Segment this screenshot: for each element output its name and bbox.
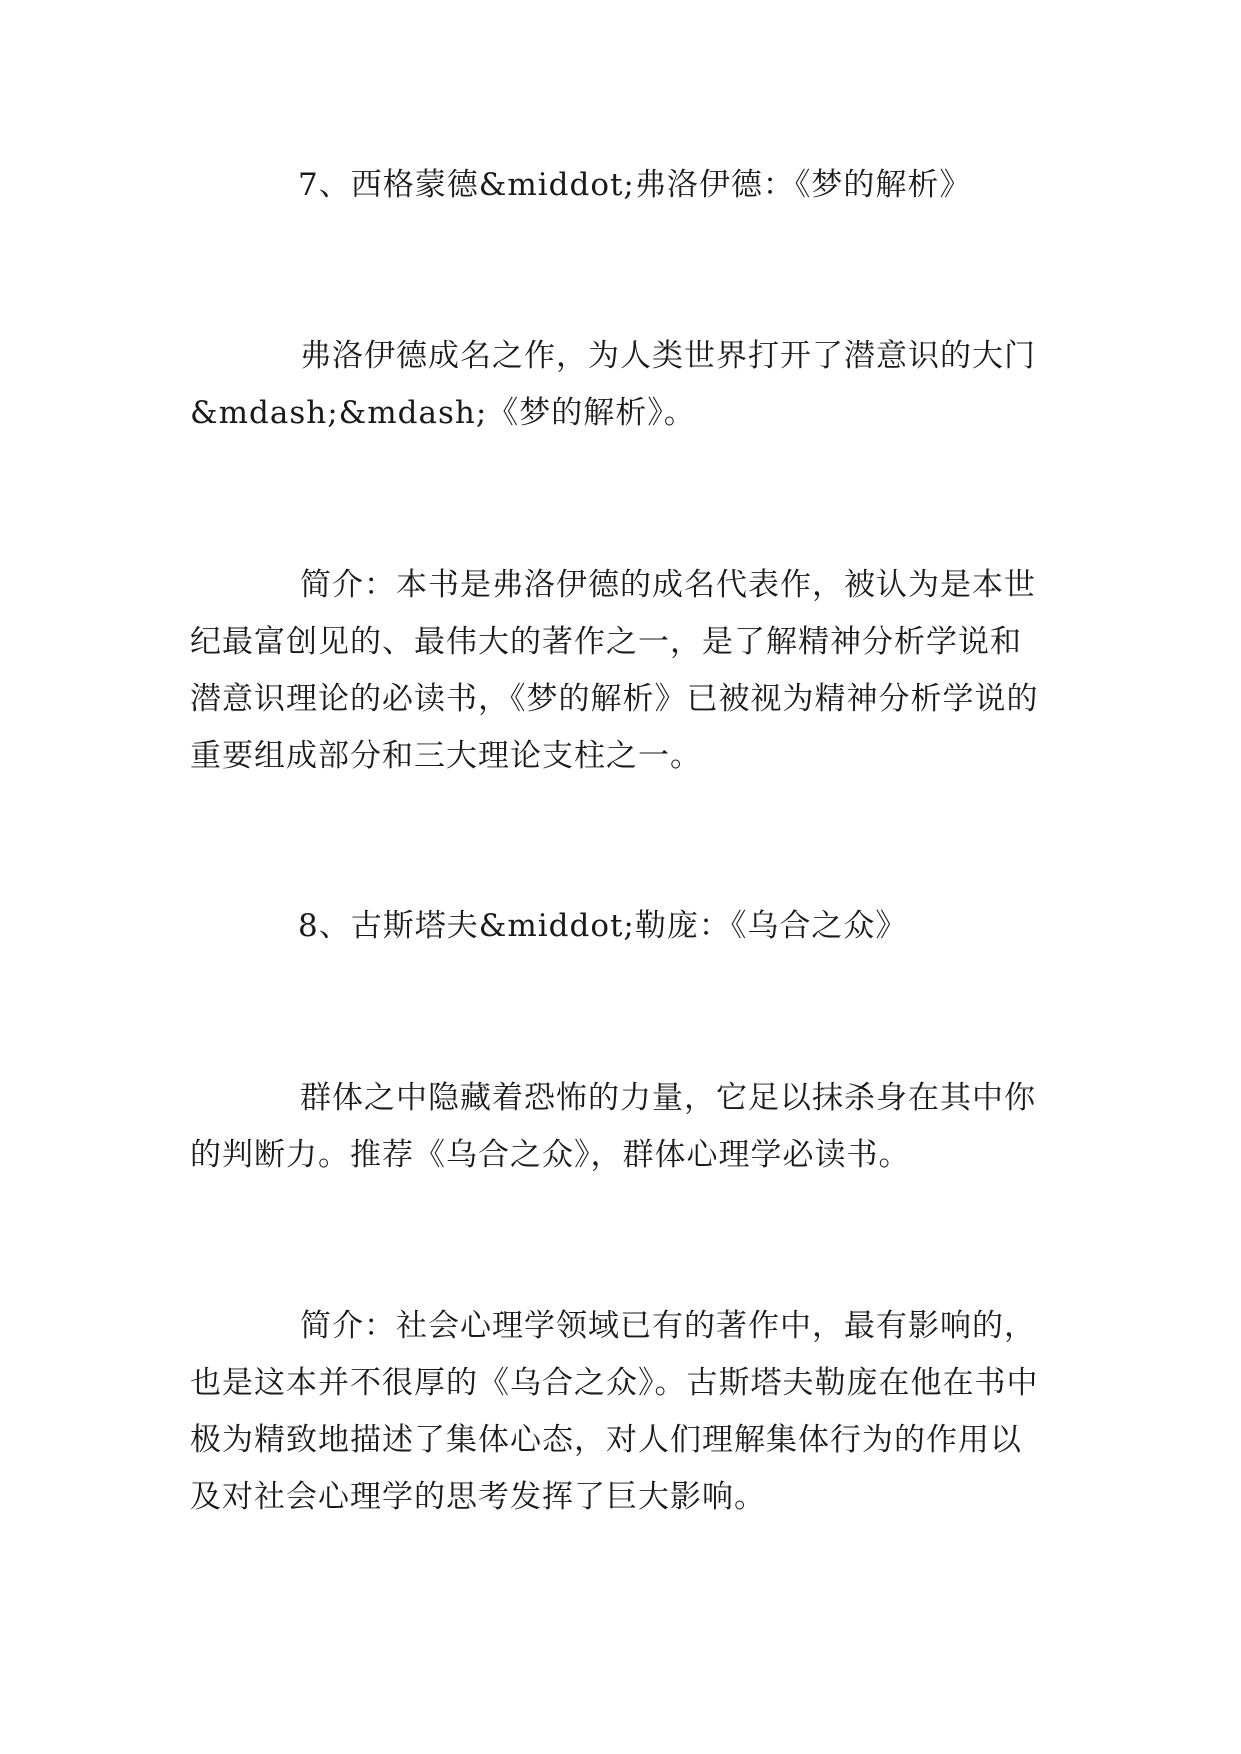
section-heading-8: 8、古斯塔夫&middot;勒庞：《乌合之众》 — [298, 908, 908, 944]
section-intro-7: 弗洛伊德成名之作，为人类世界打开了潜意识的大门&mdash;&mdash;《梦的解析》。 — [190, 338, 1036, 431]
section-heading-7: 7、西格蒙德&middot;弗洛伊德：《梦的解析》 — [298, 167, 972, 203]
section-summary-8: 简介：社会心理学领域已有的著作中，最有影响的，也是这本并不很厚的《乌合之众》。古斯塔夫勒庞在他在书中极为精致地描述了集体心态，对人们理解集体行为的作用以及对社会心理学的思考发挥了巨大影响。 — [190, 1308, 1039, 1515]
section-intro-8: 群体之中隐藏着恐怖的力量，它足以抹杀身在其中你的判断力。推荐《乌合之众》，群体心理学必读书。 — [190, 1080, 1036, 1173]
section-summary-7: 简介：本书是弗洛伊德的成名代表作，被认为是本世纪最富创见的、最伟大的著作之一，是了解精神分析学说和潜意识理论的必读书，《梦的解析》已被视为精神分析学说的重要组成部分和三大理论支柱之一。 — [190, 567, 1039, 774]
